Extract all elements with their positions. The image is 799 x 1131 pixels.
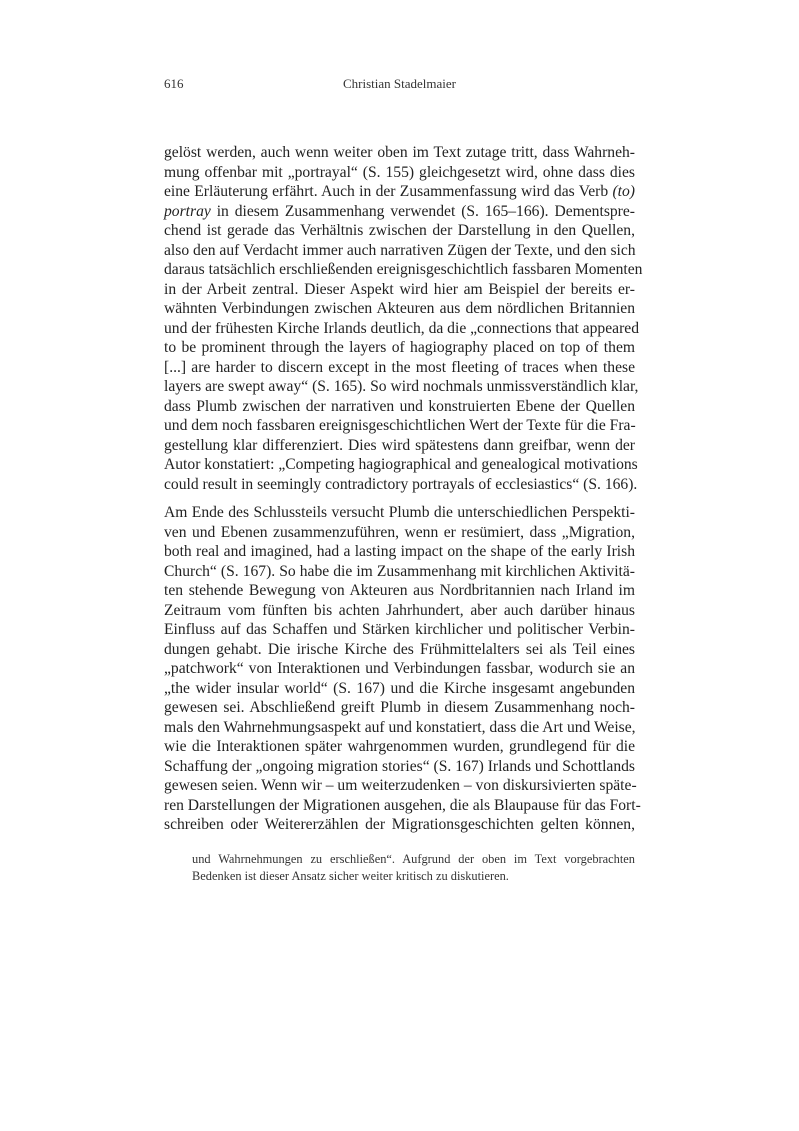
text-segment: in diesem Zusammenhang verwendet (S. 165–166). Dementspre- bbox=[210, 202, 635, 220]
footnote bbox=[192, 851, 635, 885]
text-line bbox=[164, 679, 635, 699]
text-line bbox=[164, 436, 635, 456]
text-line bbox=[164, 698, 635, 718]
text-line bbox=[164, 757, 635, 777]
text-line bbox=[164, 202, 635, 222]
text-segment: both real and imagined, had a lasting impact on the shape of the early Irish bbox=[164, 543, 635, 560]
text-line bbox=[164, 815, 635, 835]
text-line bbox=[164, 260, 643, 280]
text-line bbox=[164, 542, 635, 562]
text-line bbox=[192, 851, 635, 868]
italic-term: (to) bbox=[612, 183, 635, 200]
text-line bbox=[164, 475, 638, 495]
text-line bbox=[164, 416, 635, 436]
text-segment: und Wahrnehmungen zu erschließen“. Aufgrund der oben im Text vorgebrachten bbox=[192, 852, 635, 866]
text-segment: layers are swept away“ (S. 165). So wird nochmals unmissverständlich klar, bbox=[164, 378, 639, 395]
text-segment: Church“ (S. 167). So habe die im Zusammenhang mit kirchlichen Aktivitä- bbox=[164, 562, 635, 580]
page-number: 616 bbox=[164, 76, 184, 91]
text-line bbox=[192, 868, 635, 885]
text-segment: ren Darstellungen der Migrationen ausgehen, die als Blaupause für das Fort- bbox=[164, 796, 641, 814]
text-segment: gestellung klar differenziert. Dies wird spätestens dann greifbar, wenn der bbox=[164, 436, 635, 454]
text-segment: „the wider insular world“ (S. 167) und die Kirche insgesamt angebunden bbox=[164, 679, 635, 697]
text-segment: „patchwork“ von Interaktionen und Verbindungen fassbar, wodurch sie an bbox=[164, 660, 635, 677]
text-segment: to be prominent through the layers of hagiography placed on top of them bbox=[164, 339, 635, 356]
text-line bbox=[164, 221, 635, 241]
text-line bbox=[164, 620, 635, 640]
text-segment: [...] are harder to discern except in the most fleeting of traces when these bbox=[164, 358, 635, 376]
text-segment: und der frühesten Kirche Irlands deutlich, da die „connections that appeared bbox=[164, 319, 639, 337]
text-line bbox=[164, 358, 635, 378]
text-segment: und dem noch fassbaren ereignisgeschichtlichen Wert der Texte für die Fra- bbox=[164, 417, 636, 434]
text-segment: dungen gehabt. Die irische Kirche des Frühmittelalters sei als Teil eines bbox=[164, 640, 635, 658]
text-segment: Schaffung der „ongoing migration stories“ (S. 167) Irlands und Schottlands bbox=[164, 757, 635, 775]
text-segment: chend ist gerade das Verhältnis zwischen der Darstellung in den Quellen, bbox=[164, 222, 635, 239]
text-segment: Autor konstatiert: „Competing hagiographical and genealogical motivations bbox=[164, 456, 638, 473]
text-segment: gewesen sei. Abschließend greift Plumb in diesem Zusammenhang noch- bbox=[164, 699, 635, 716]
italic-term: portray bbox=[164, 202, 211, 220]
text-segment: schreiben oder Weitererzählen der Migrationsgeschichten gelten können, bbox=[164, 816, 635, 833]
text-line bbox=[164, 737, 635, 757]
body-paragraph-1 bbox=[164, 143, 643, 494]
text-segment: in der Arbeit zentral. Dieser Aspekt wird hier am Beispiel der bereits er- bbox=[164, 280, 635, 298]
text-line bbox=[164, 718, 635, 738]
text-segment: gewesen seien. Wenn wir – um weiterzudenken – von diskursivierten späte- bbox=[164, 777, 637, 794]
text-line bbox=[164, 776, 635, 796]
text-line bbox=[164, 377, 639, 397]
text-segment: eine Erläuterung erfährt. Auch in der Zusammenfassung wird das Verb bbox=[164, 183, 613, 200]
text-segment: wähnten Verbindungen zwischen Akteuren aus dem nördlichen Britannien bbox=[164, 300, 635, 317]
text-line bbox=[164, 163, 635, 183]
text-segment: mung offenbar mit „portrayal“ (S. 155) gleichgesetzt wird, ohne dass dies bbox=[164, 163, 635, 181]
text-line bbox=[164, 523, 635, 543]
text-segment: wie die Interaktionen später wahrgenommen wurden, grundlegend für die bbox=[164, 738, 635, 755]
text-segment: Bedenken ist dieser Ansatz sicher weiter kritisch zu diskutieren. bbox=[192, 869, 509, 883]
text-line bbox=[164, 241, 635, 261]
text-line bbox=[164, 796, 641, 816]
text-line bbox=[164, 397, 635, 417]
text-segment: mals den Wahrnehmungsaspekt auf und konstatiert, dass die Art und Weise, bbox=[164, 718, 636, 736]
body-paragraph-2 bbox=[164, 503, 641, 835]
text-line bbox=[164, 338, 635, 358]
text-segment: ven und Ebenen zusammenzuführen, wenn er resümiert, dass „Migration, bbox=[164, 523, 635, 541]
text-segment: dass Plumb zwischen der narrativen und konstruierten Ebene der Quellen bbox=[164, 397, 635, 415]
text-line bbox=[164, 503, 635, 523]
text-line bbox=[164, 640, 635, 660]
text-segment: daraus tatsächlich erschließenden ereignisgeschichtlich fassbaren Momenten bbox=[164, 261, 643, 278]
text-segment: also den auf Verdacht immer auch narrativen Zügen der Texte, und den sich bbox=[164, 241, 636, 259]
text-segment: Zeitraum vom fünften bis achten Jahrhundert, aber auch darüber hinaus bbox=[164, 601, 635, 619]
text-line bbox=[164, 562, 635, 582]
text-line bbox=[164, 299, 635, 319]
text-segment: gelöst werden, auch wenn weiter oben im Text zutage tritt, dass Wahrneh- bbox=[164, 144, 635, 161]
text-line bbox=[164, 143, 635, 163]
text-segment: could result in seemingly contradictory portrayals of ecclesiastics“ (S. 166). bbox=[164, 475, 638, 493]
text-line bbox=[164, 182, 635, 202]
text-line bbox=[164, 280, 635, 300]
text-line bbox=[164, 601, 635, 621]
text-line bbox=[164, 319, 639, 339]
text-line bbox=[164, 659, 635, 679]
text-line bbox=[164, 455, 638, 475]
text-segment: Am Ende des Schlussteils versucht Plumb die unterschiedlichen Perspekti- bbox=[164, 504, 635, 521]
text-segment: ten stehende Bewegung von Akteuren aus Nordbritannien nach Irland im bbox=[164, 582, 635, 599]
text-line bbox=[164, 581, 635, 601]
running-head: Christian Stadelmaier bbox=[342, 76, 456, 91]
text-segment: Einfluss auf das Schaffen und Stärken kirchlicher und politischer Verbin- bbox=[164, 621, 635, 638]
